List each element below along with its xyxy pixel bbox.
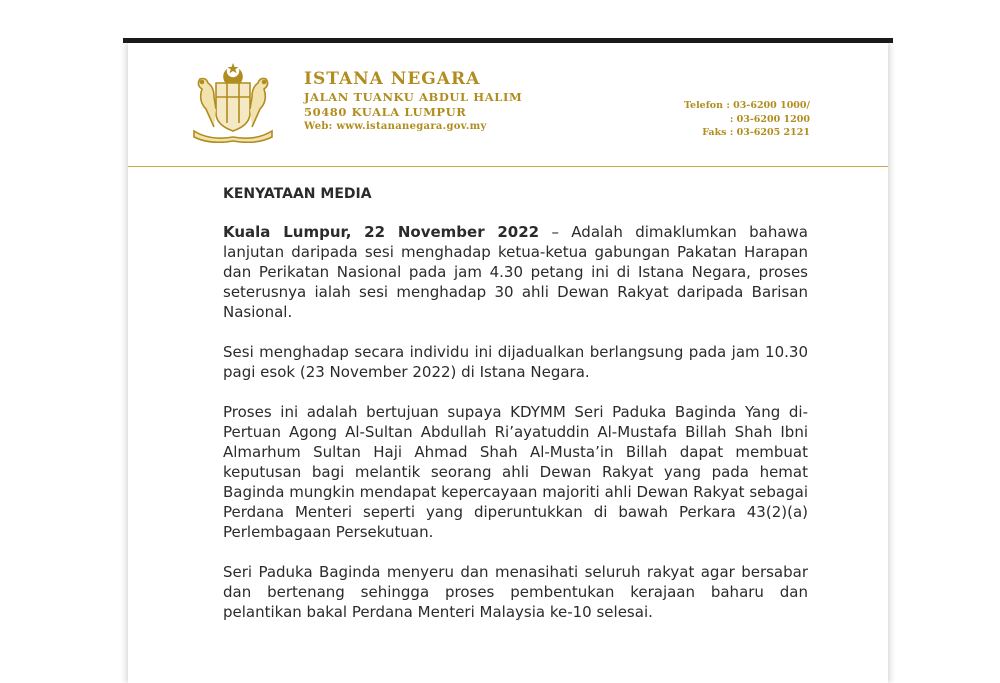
paragraph-1-text: – Adalah dimaklumkan bahawa lanjutan daripada sesi menghadap ketua-ketua gabungan Pakatan Harapan dan Perikatan Nasional pada jam 4.30 petang ini di Istana Negara, proses seterusnya ialah sesi menghadap 30 ahli Dewan Rakyat daripada Barisan Nasional.	[223, 223, 808, 321]
address-line-2: 50480 KUALA LUMPUR	[304, 105, 467, 119]
statement-body	[223, 184, 808, 642]
paragraph-1	[223, 222, 808, 322]
address-line-1: JALAN TUANKU ABDUL HALIM	[304, 90, 523, 104]
fax-line: Faks : 03-6205 2121	[702, 127, 810, 138]
letterhead-address	[304, 68, 522, 134]
dateline: Kuala Lumpur, 22 November 2022	[223, 223, 540, 241]
document-page	[128, 43, 888, 683]
phone-line-1: Telefon : 03-6200 1000/	[684, 100, 810, 111]
letterhead-contacts	[684, 99, 810, 140]
website-line: Web: www.istananegara.gov.my	[304, 121, 487, 132]
document-heading: KENYATAAN MEDIA	[223, 186, 372, 202]
institution-name: ISTANA NEGARA	[304, 69, 481, 89]
phone-line-2: : 03-6200 1200	[729, 113, 810, 125]
paragraph-3: Proses ini adalah bertujuan supaya KDYMM Seri Paduka Baginda Yang di-Pertuan Agong Al-Sultan Abdullah Ri’ayatuddin Al-Mustafa Billah Shah Ibni Almarhum Sultan Haji Ahmad Shah Al-Musta’in Billah dapat membuat keputusan bagi melantik seorang ahli Dewan Rakyat yang pada hemat Baginda mungkin mendapat kepercayaan majoriti ahli Dewan Rakyat sebagai Perdana Menteri seperti yang diperuntukkan di bawah Perkara 43(2)(a) Perlembagaan Persekutuan.	[223, 403, 808, 541]
paragraph-2: Sesi menghadap secara individu ini dijadualkan berlangsung pada jam 10.30 pagi esok (23 November 2022) di Istana Negara.	[223, 343, 808, 381]
letterhead-divider	[128, 166, 888, 167]
paragraph-4: Seri Paduka Baginda menyeru dan menasihati seluruh rakyat agar bersabar dan bertenang sehingga proses pembentukan kerajaan baharu dan pelantikan bakal Perdana Menteri Malaysia ke-10 selesai.	[223, 563, 808, 621]
coat-of-arms-icon	[180, 61, 285, 143]
